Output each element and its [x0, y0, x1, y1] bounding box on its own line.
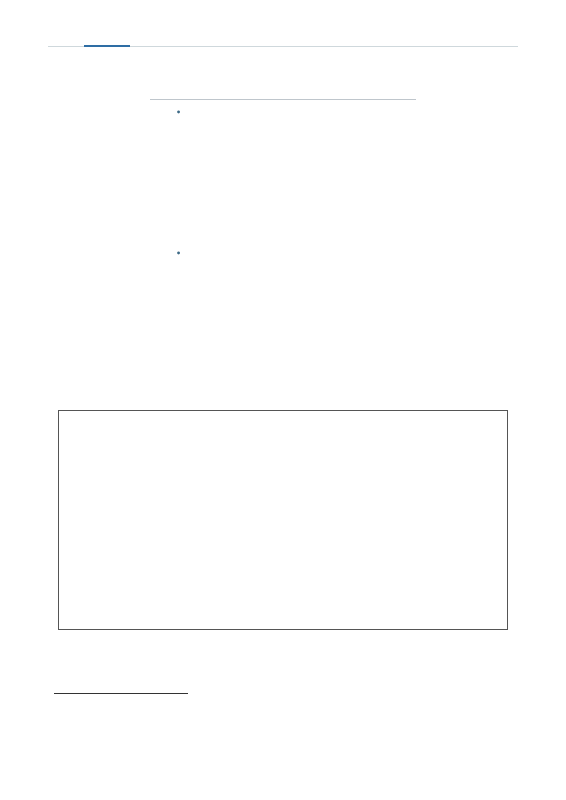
bullet-heading-1: [176, 107, 188, 118]
table-figure: [58, 410, 508, 630]
section-title: [150, 72, 416, 100]
footnote-divider: [54, 693, 188, 694]
bullet-heading-2: [176, 248, 188, 259]
stacked-bar-chart: [59, 411, 509, 631]
tab-market-size[interactable]: [48, 19, 166, 46]
bullet-dot-icon: •: [176, 249, 181, 258]
tab-online-platform[interactable]: [166, 19, 284, 46]
top-navigation: [48, 19, 518, 47]
tab-expert-interview[interactable]: [401, 19, 519, 46]
bullet-dot-icon: •: [176, 108, 181, 117]
tab-online-product[interactable]: [283, 19, 401, 46]
